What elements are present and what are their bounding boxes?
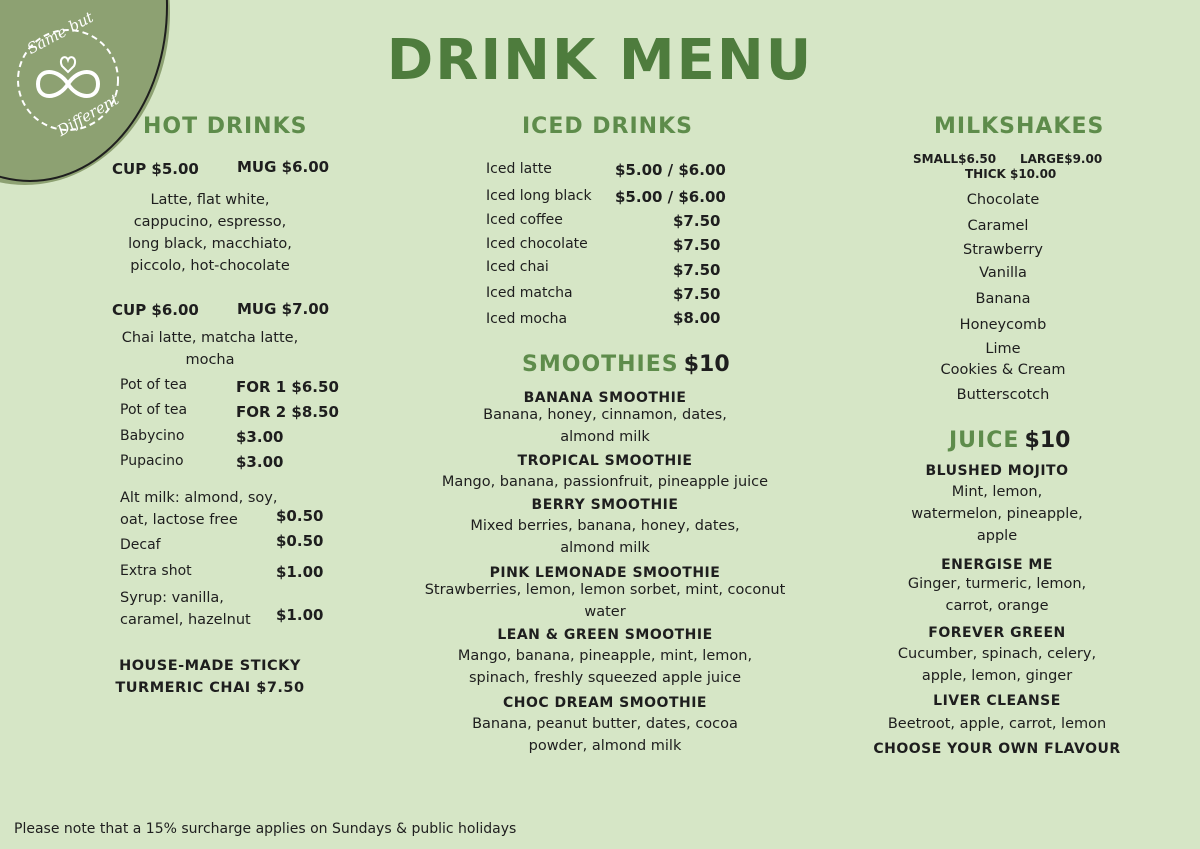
extra-price: $3.00 bbox=[236, 453, 284, 471]
juice-name: FOREVER GREEN bbox=[928, 625, 1066, 641]
hot-cup-price-2: CUP $6.00 bbox=[112, 301, 199, 319]
hot-desc-line: cappucino, espresso, bbox=[133, 214, 287, 230]
hot-drinks-heading: HOT DRINKS bbox=[143, 114, 308, 139]
iced-item-name: Iced matcha bbox=[486, 285, 573, 301]
smoothie-desc: Mango, banana, passionfruit, pineapple juice bbox=[441, 474, 769, 490]
extra-shot-price: $1.00 bbox=[276, 563, 324, 581]
turmeric-chai-line: TURMERIC CHAI $7.50 bbox=[115, 680, 305, 696]
syrup-label bbox=[120, 587, 251, 631]
milkshake-flavour: Lime bbox=[985, 341, 1021, 357]
iced-item-name: Iced chai bbox=[486, 259, 549, 275]
milkshake-flavour: Strawberry bbox=[963, 242, 1043, 258]
milkshake-flavour: Vanilla bbox=[979, 265, 1027, 281]
hot-desc-line: Latte, flat white, bbox=[150, 192, 270, 208]
hot-mug-price-2: MUG $7.00 bbox=[237, 300, 330, 318]
milkshake-small-price: SMALL$6.50 bbox=[913, 152, 997, 166]
iced-drinks-heading: ICED DRINKS bbox=[522, 114, 693, 139]
alt-milk-line: oat, lactose free bbox=[120, 512, 238, 528]
juice-list bbox=[872, 463, 1122, 757]
alt-milk-label bbox=[120, 487, 277, 531]
juice-name: BLUSHED MOJITO bbox=[925, 463, 1069, 479]
logo-top-text: Same but bbox=[24, 8, 97, 58]
smoothie-desc: Mango, banana, pineapple, mint, lemon, bbox=[457, 648, 753, 664]
iced-item-price: $5.00 / $6.00 bbox=[615, 161, 726, 179]
syrup-price: $1.00 bbox=[276, 606, 324, 624]
smoothie-desc: spinach, freshly squeezed apple juice bbox=[468, 670, 741, 686]
hot-desc-line: long black, macchiato, bbox=[128, 236, 292, 252]
iced-item-name: Iced mocha bbox=[486, 311, 568, 327]
iced-item-name: Iced latte bbox=[486, 161, 552, 177]
juice-desc: carrot, orange bbox=[945, 598, 1049, 614]
milkshake-flavour: Chocolate bbox=[966, 192, 1040, 208]
page-title: DRINK MENU bbox=[386, 28, 814, 93]
juice-choose-own: CHOOSE YOUR OWN FLAVOUR bbox=[873, 741, 1121, 757]
juice-name: ENERGISE ME bbox=[941, 557, 1053, 573]
juice-desc: apple bbox=[976, 528, 1018, 544]
smoothie-name: TROPICAL SMOOTHIE bbox=[517, 453, 693, 469]
smoothie-desc: Mixed berries, banana, honey, dates, bbox=[470, 518, 740, 534]
juice-heading-label: JUICE bbox=[949, 428, 1020, 453]
milkshake-thick-price: THICK $10.00 bbox=[965, 167, 1057, 181]
hot-drinks-list-1 bbox=[110, 189, 310, 277]
extra-name: Pupacino bbox=[120, 453, 184, 469]
logo-bottom-text: Different bbox=[54, 90, 123, 140]
extra-price: $3.00 bbox=[236, 428, 284, 446]
smoothies-price: $10 bbox=[683, 352, 730, 377]
juice-desc: Ginger, turmeric, lemon, bbox=[907, 576, 1087, 592]
iced-item-name: Iced chocolate bbox=[486, 236, 588, 252]
footer-note: Please note that a 15% surcharge applies on Sundays & public holidays bbox=[14, 821, 517, 837]
smoothie-desc: Banana, honey, cinnamon, dates, bbox=[483, 407, 727, 423]
iced-item-name: Iced coffee bbox=[486, 212, 563, 228]
juice-name: LIVER CLEANSE bbox=[933, 693, 1061, 709]
iced-item-name: Iced long black bbox=[486, 188, 592, 204]
iced-item-price: $7.50 bbox=[673, 212, 721, 230]
iced-item-price: $8.00 bbox=[673, 309, 721, 327]
smoothie-desc: Banana, peanut butter, dates, cocoa bbox=[472, 716, 738, 732]
juice-desc: Cucumber, spinach, celery, bbox=[897, 646, 1097, 662]
hot-cup-price-1: CUP $5.00 bbox=[112, 160, 199, 178]
milkshake-flavour: Banana bbox=[975, 291, 1031, 307]
juice-desc: watermelon, pineapple, bbox=[911, 506, 1083, 522]
smoothies-heading-label: SMOOTHIES bbox=[522, 352, 679, 377]
hot-desc-line: piccolo, hot-chocolate bbox=[130, 258, 290, 274]
iced-item-price: $7.50 bbox=[673, 261, 721, 279]
milkshake-flavour: Honeycomb bbox=[959, 317, 1047, 333]
alt-milk-price: $0.50 bbox=[276, 507, 324, 525]
smoothie-desc: powder, almond milk bbox=[528, 738, 682, 754]
extra-name: Pot of tea bbox=[120, 402, 188, 418]
extra-name: Pot of tea bbox=[120, 377, 188, 393]
milkshake-large-price: LARGE$9.00 bbox=[1020, 152, 1103, 166]
turmeric-chai bbox=[110, 655, 310, 699]
turmeric-chai-line: HOUSE-MADE STICKY bbox=[119, 658, 301, 674]
smoothie-name: CHOC DREAM SMOOTHIE bbox=[502, 695, 707, 711]
milkshake-flavour: Butterscotch bbox=[956, 387, 1050, 403]
juice-heading bbox=[949, 428, 1070, 453]
milkshakes-heading: MILKSHAKES bbox=[934, 114, 1105, 139]
smoothie-desc: almond milk bbox=[560, 429, 650, 445]
juice-desc: Beetroot, apple, carrot, lemon bbox=[887, 716, 1107, 732]
iced-item-price: $7.50 bbox=[673, 285, 721, 303]
syrup-line: Syrup: vanilla, bbox=[120, 590, 224, 606]
extra-shot-label: Extra shot bbox=[120, 563, 192, 579]
smoothie-desc: Strawberries, lemon, lemon sorbet, mint, coconut bbox=[424, 582, 786, 598]
extra-name: Babycino bbox=[120, 428, 185, 444]
smoothie-name: PINK LEMONADE SMOOTHIE bbox=[489, 565, 721, 581]
smoothies-list bbox=[410, 390, 800, 757]
smoothies-heading bbox=[522, 352, 730, 377]
extra-price: FOR 1 $6.50 bbox=[236, 378, 339, 396]
milkshake-flavour: Cookies & Cream bbox=[940, 362, 1066, 378]
alt-milk-line: Alt milk: almond, soy, bbox=[120, 490, 278, 506]
juice-price: $10 bbox=[1024, 428, 1071, 453]
smoothie-desc: almond milk bbox=[560, 540, 650, 556]
smoothie-name: BANANA SMOOTHIE bbox=[523, 390, 687, 406]
milkshake-flavour: Caramel bbox=[967, 218, 1029, 234]
syrup-line: caramel, hazelnut bbox=[120, 612, 251, 628]
iced-item-price: $5.00 / $6.00 bbox=[615, 188, 726, 206]
juice-desc: Mint, lemon, bbox=[951, 484, 1043, 500]
smoothie-desc: water bbox=[584, 604, 626, 620]
smoothie-name: BERRY SMOOTHIE bbox=[531, 497, 679, 513]
extra-price: FOR 2 $8.50 bbox=[236, 403, 339, 421]
hot-drinks-list-2 bbox=[110, 327, 310, 371]
decaf-price: $0.50 bbox=[276, 532, 324, 550]
decaf-label: Decaf bbox=[120, 537, 161, 553]
hot-desc-line: Chai latte, matcha latte, bbox=[121, 330, 299, 346]
iced-item-price: $7.50 bbox=[673, 236, 721, 254]
hot-mug-price-1: MUG $6.00 bbox=[237, 158, 330, 176]
juice-desc: apple, lemon, ginger bbox=[921, 668, 1073, 684]
hot-desc-line: mocha bbox=[185, 352, 235, 368]
smoothie-name: LEAN & GREEN SMOOTHIE bbox=[497, 627, 713, 643]
